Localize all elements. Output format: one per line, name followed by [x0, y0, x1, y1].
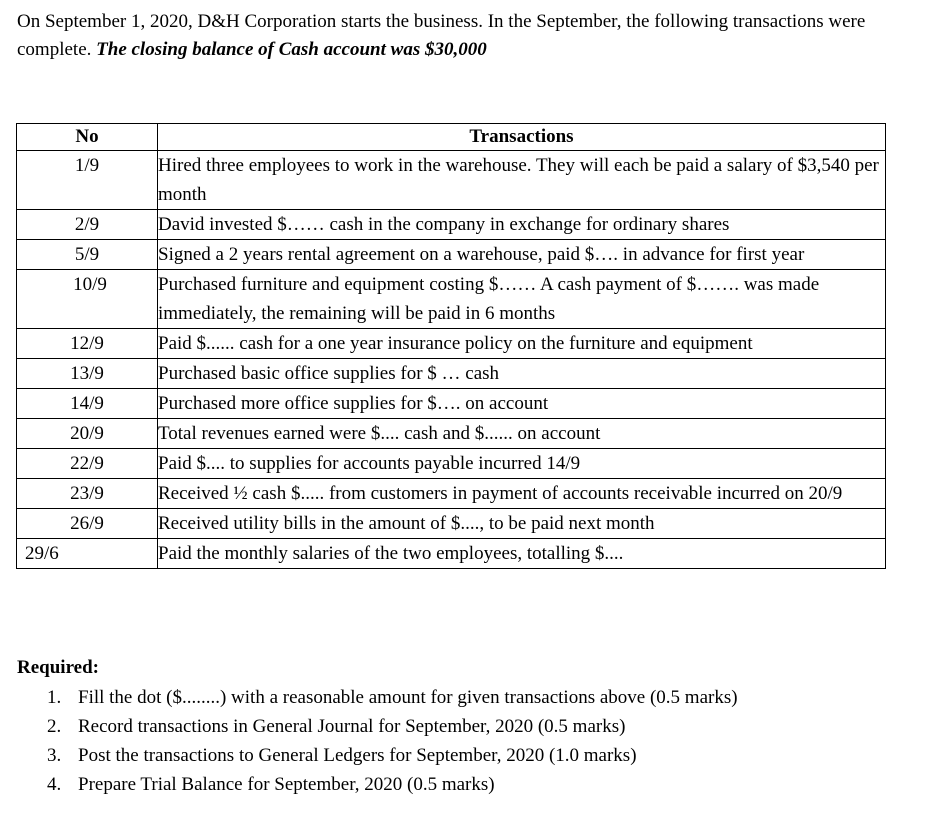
table-row [17, 539, 886, 569]
table-row [17, 359, 886, 389]
table-row [17, 419, 886, 449]
table-row [17, 449, 886, 479]
intro-paragraph [17, 8, 897, 64]
row-transaction: David invested $…… cash in the company in exchange for ordinary shares [158, 210, 886, 240]
list-item-text: Fill the dot ($........) with a reasonable amount for given transactions above (0.5 marks) [78, 687, 738, 708]
row-transaction: Received ½ cash $..... from customers in payment of accounts receivable incurred on 20/9 [158, 479, 886, 509]
intro-emphasis: The closing balance of Cash account was $30,000 [96, 39, 487, 60]
table-row [17, 151, 886, 210]
header-no: No [17, 124, 158, 151]
list-item [17, 770, 738, 799]
list-item-number: 4. [47, 774, 62, 795]
list-item-number: 1. [47, 687, 62, 708]
list-item-text: Post the transactions to General Ledgers for September, 2020 (1.0 marks) [78, 745, 637, 766]
row-transaction: Signed a 2 years rental agreement on a warehouse, paid $…. in advance for first year [158, 240, 886, 270]
list-item-text: Prepare Trial Balance for September, 2020 (0.5 marks) [78, 774, 495, 795]
table-row [17, 329, 886, 359]
row-no: 14/9 [17, 389, 158, 419]
row-transaction: Received utility bills in the amount of $...., to be paid next month [158, 509, 886, 539]
table-row [17, 270, 886, 329]
row-no: 23/9 [17, 479, 158, 509]
table-row [17, 210, 886, 240]
table-header-row [17, 124, 886, 151]
table-row [17, 509, 886, 539]
required-list [17, 683, 738, 799]
list-item-number: 2. [47, 716, 62, 737]
row-transaction: Paid $.... to supplies for accounts payable incurred 14/9 [158, 449, 886, 479]
row-transaction: Total revenues earned were $.... cash and $...... on account [158, 419, 886, 449]
transactions-table [16, 123, 886, 569]
row-no: 2/9 [17, 210, 158, 240]
row-no: 1/9 [17, 151, 158, 210]
row-transaction: Paid the monthly salaries of the two employees, totalling $.... [158, 539, 886, 569]
list-item [17, 712, 738, 741]
list-item [17, 741, 738, 770]
table-row [17, 479, 886, 509]
required-heading: Required: [17, 657, 99, 678]
row-transaction: Purchased furniture and equipment costing $…… A cash payment of $……. was made immediately, the remaining will be paid in 6 months [158, 270, 886, 329]
row-no: 12/9 [17, 329, 158, 359]
intro-text: On September 1, 2020, D&H Corporation starts the business. In the September, the following transactions were complete. [17, 11, 866, 60]
list-item-text: Record transactions in General Journal for September, 2020 (0.5 marks) [78, 716, 626, 737]
row-no: 20/9 [17, 419, 158, 449]
header-transactions: Transactions [158, 124, 886, 151]
row-transaction: Paid $...... cash for a one year insurance policy on the furniture and equipment [158, 329, 886, 359]
table-row [17, 240, 886, 270]
row-no: 22/9 [17, 449, 158, 479]
row-no: 13/9 [17, 359, 158, 389]
row-transaction: Hired three employees to work in the warehouse. They will each be paid a salary of $3,540 per month [158, 151, 886, 210]
row-no: 5/9 [17, 240, 158, 270]
list-item [17, 683, 738, 712]
row-no: 29/6 [17, 539, 158, 569]
table-row [17, 389, 886, 419]
row-transaction: Purchased more office supplies for $…. on account [158, 389, 886, 419]
row-no: 10/9 [17, 270, 158, 329]
list-item-number: 3. [47, 745, 62, 766]
row-no: 26/9 [17, 509, 158, 539]
row-transaction: Purchased basic office supplies for $ … cash [158, 359, 886, 389]
